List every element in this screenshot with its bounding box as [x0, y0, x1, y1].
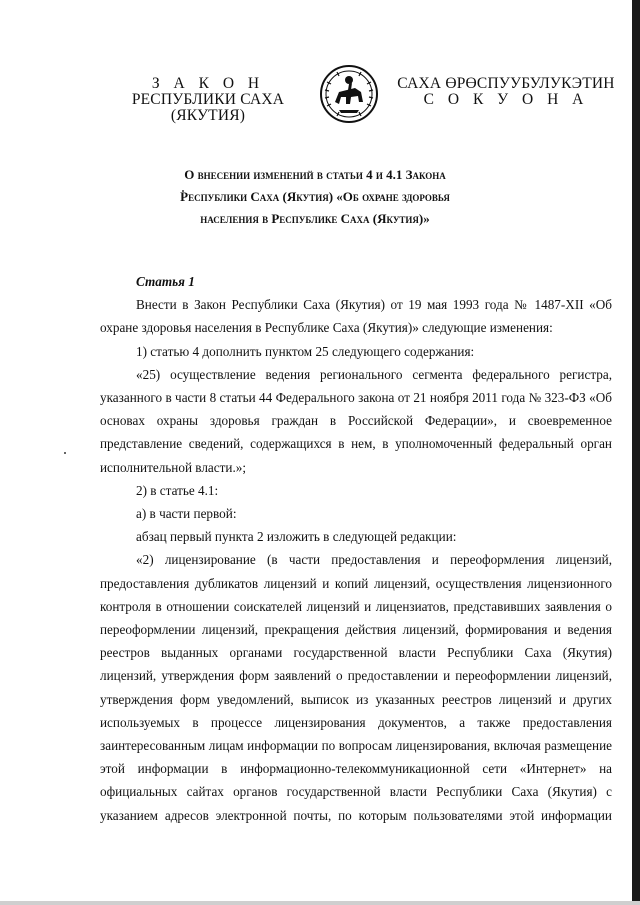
scan-edge-right — [632, 0, 640, 905]
title-line: О внесении изменений в статьи 4 и 4.1 Закона — [184, 167, 446, 182]
scan-edge-bottom — [0, 901, 640, 905]
paragraph: 1) статью 4 дополнить пунктом 25 следующего содержания: — [136, 343, 475, 359]
article-body — [100, 270, 612, 827]
header-right — [386, 76, 626, 108]
document-header — [0, 64, 632, 124]
header-left-line2: РЕСПУБЛИКИ САХА (ЯКУТИЯ) — [131, 91, 285, 124]
paragraph: «25) осуществление ведения регионального сегмента федерального регистра, указанного в части 8 статьи 44 Федерального закона от 21 ноября 2011 года № 323-ФЗ «Об основах охраны здоровья граждан в Российской Федерации», и своевременное представление сведений, содержащихся в нем, в уполномоченный федеральный орган исполнительной власти.»; — [100, 366, 612, 475]
paragraph: 2) в статье 4.1: — [136, 482, 219, 498]
title-line: Республики Саха (Якутия) «Об охране здоровья — [180, 189, 450, 204]
paragraph: а) в части первой: — [136, 506, 237, 522]
header-left-line1: З А К О Н — [151, 75, 265, 92]
header-left — [100, 76, 316, 124]
article-heading: Статья 1 — [136, 274, 195, 289]
title-line: населения в Республике Саха (Якутия)» — [200, 211, 430, 226]
law-title — [150, 164, 480, 230]
coat-of-arms-icon — [317, 64, 381, 124]
paragraph: Внести в Закон Республики Саха (Якутия) от 19 мая 1993 года № 1487-XII «Об охране здоровья населения в Республике Саха (Якутия)» следующие изменения: — [100, 297, 612, 336]
paragraph: абзац первый пункта 2 изложить в следующей редакции: — [136, 529, 457, 545]
header-right-line1: САХА ӨРӨСПУУБУЛУКЭТИН — [397, 75, 615, 92]
paragraph: «2) лицензирование (в части предоставления и переоформления лицензий, предоставления дубликатов лицензий и копий лицензий, осуществления лицензионного контроля в отношении соискателей лицензий и лицензиатов, представивших заявления о переоформлении лицензий, прекращения действия лицензий, формирования и ведения реестров выданных органами государственной власти Республики Саха (Якутия) лицензий, утверждения форм заявлений о предоставлении и переоформлении лицензий, утверждения форм уведомлений, выписок из указанных реестров лицензий и других используемых в процессе лицензирования документов, а также предоставления заинтересованным лицам информации по вопросам лицензирования, включая размещение этой информации в информационно-телекоммуникационной сети «Интернет» на официальных сайтах органов государственной власти Республики Саха (Якутия) с указанием адресов электронной почты, по которым пользователями этой информации — [100, 552, 612, 823]
header-right-line2: С О К У О Н А — [423, 91, 589, 108]
scan-speck — [64, 452, 66, 454]
